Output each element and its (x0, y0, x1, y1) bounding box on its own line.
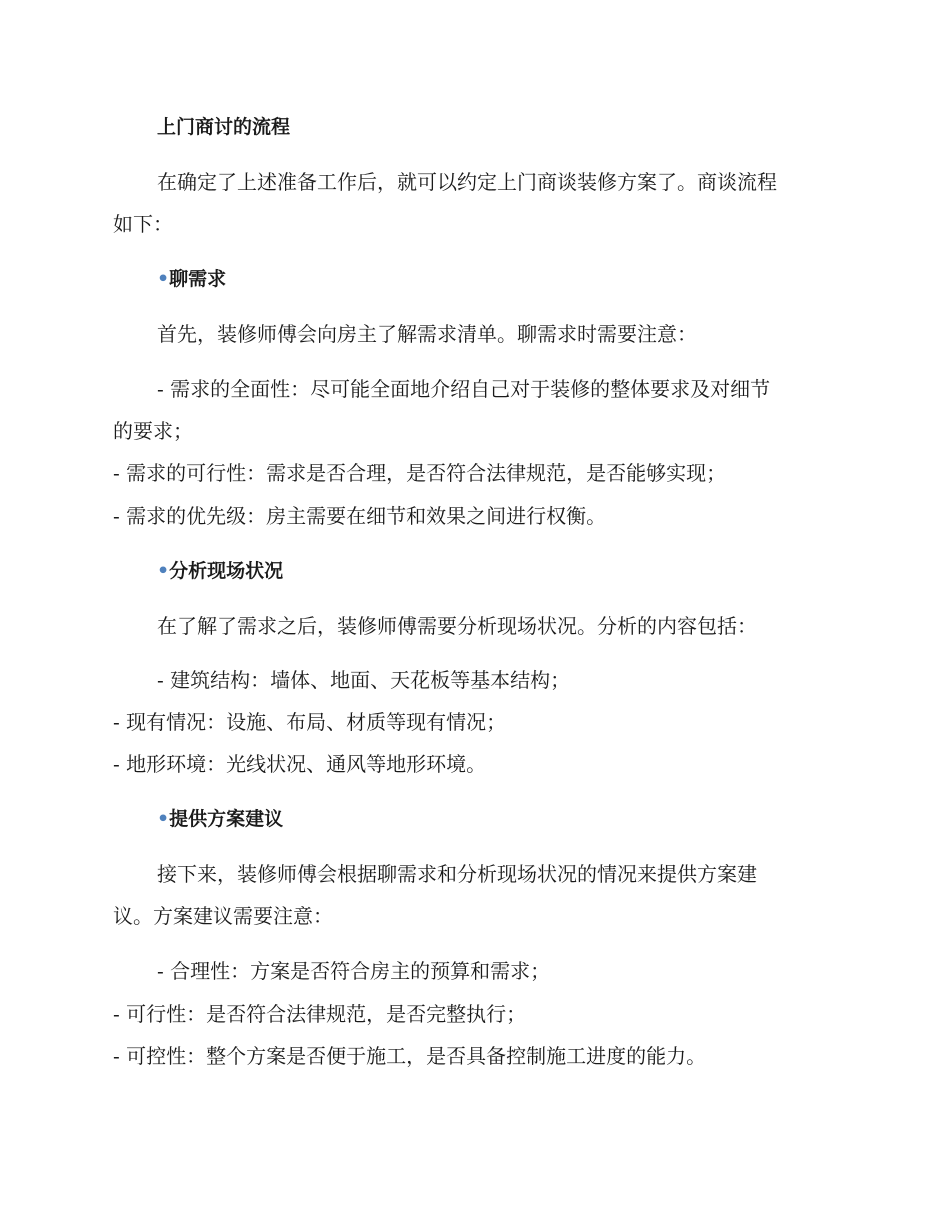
section-heading (157, 557, 877, 585)
section-heading (157, 265, 877, 293)
list-item: - 合理性：方案是否符合房主的预算和需求； (157, 959, 551, 983)
section-lead: 在了解了需求之后，装修师傅需要分析现场状况。分析的内容包括： (157, 614, 757, 638)
section-lead: 议。方案建议需要注意： (113, 904, 333, 928)
section-heading (157, 805, 877, 833)
list-item: - 需求的可行性：需求是否合理，是否符合法律规范，是否能够实现； (113, 461, 727, 485)
list-item: - 可控性：整个方案是否便于施工，是否具备控制施工进度的能力。 (113, 1044, 707, 1068)
bullet-icon: • (157, 268, 170, 290)
section-lead: 接下来，装修师傅会根据聊需求和分析现场状况的情况来提供方案建 (157, 862, 757, 886)
list-item: - 可行性：是否符合法律规范，是否完整执行； (113, 1002, 527, 1026)
intro-line-1: 在确定了上述准备工作后，就可以约定上门商谈装修方案了。商谈流程 (157, 170, 777, 194)
section-heading-text: 提供方案建议 (169, 808, 284, 830)
section-heading-text: 分析现场状况 (169, 560, 284, 582)
bullet-icon: • (157, 560, 170, 582)
list-item: - 地形环境：光线状况、通风等地形环境。 (113, 752, 487, 776)
section-lead: 首先，装修师傅会向房主了解需求清单。聊需求时需要注意： (157, 322, 697, 346)
list-item: - 需求的优先级：房主需要在细节和效果之间进行权衡。 (113, 504, 607, 528)
list-item: - 现有情况：设施、布局、材质等现有情况； (113, 710, 507, 734)
list-item: - 需求的全面性：尽可能全面地介绍自己对于装修的整体要求及对细节 (157, 377, 771, 401)
bullet-icon: • (157, 808, 170, 830)
list-item: - 建筑结构：墙体、地面、天花板等基本结构； (157, 668, 571, 692)
page-title: 上门商讨的流程 (157, 116, 291, 138)
section-heading-text: 聊需求 (169, 268, 227, 290)
intro-line-2: 如下： (113, 212, 173, 236)
list-item: 的要求； (113, 419, 193, 443)
